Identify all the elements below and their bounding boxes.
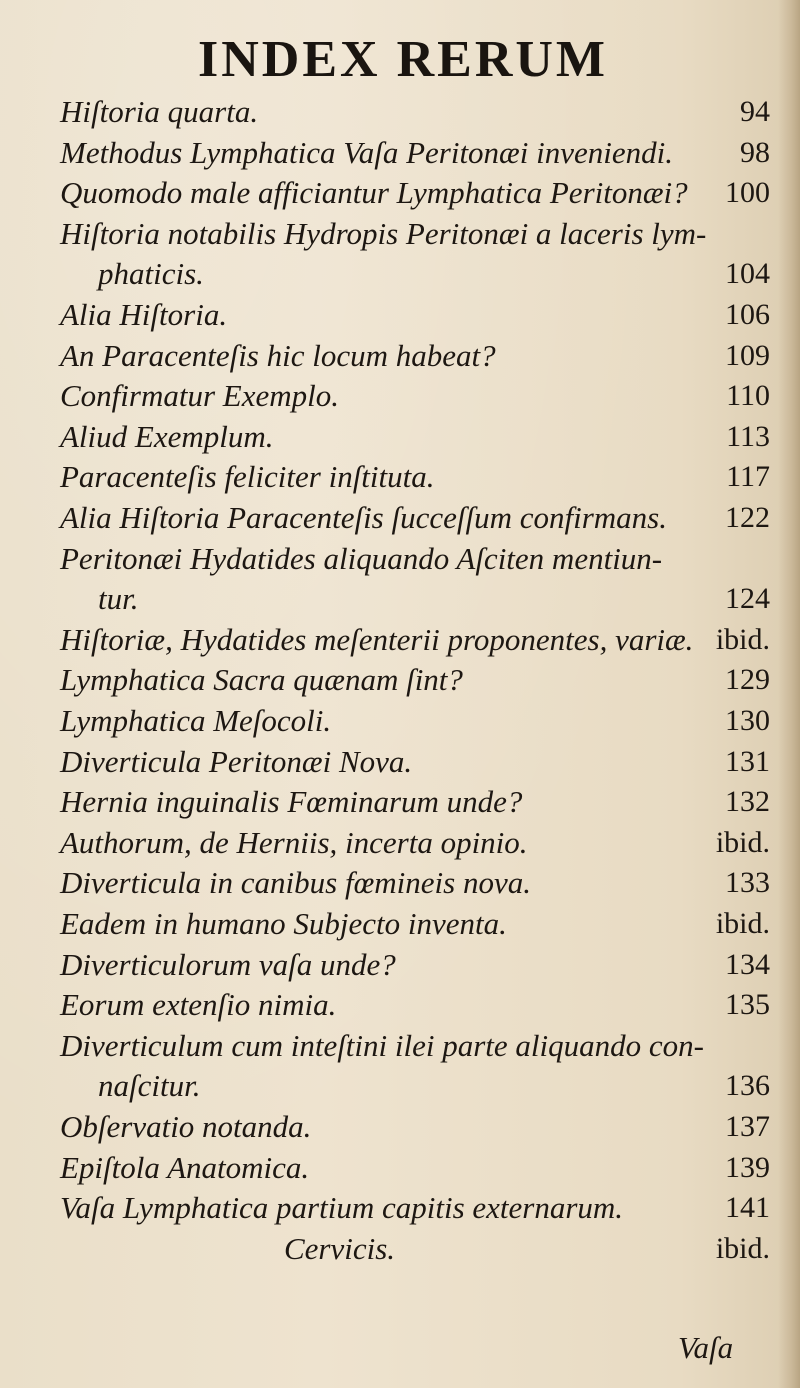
index-entry	[0, 417, 800, 461]
index-entry	[0, 539, 800, 583]
index-entry	[0, 1107, 800, 1151]
index-entry	[0, 498, 800, 542]
index-entry	[0, 1229, 800, 1273]
index-entry-page: ibid.	[715, 622, 770, 656]
index-entry	[0, 295, 800, 339]
index-entry-text: Hiſtoriæ, Hydatides meſenterii proponentes, variæ.	[60, 621, 694, 657]
index-entry-text: Peritonæi Hydatides aliquando Aſciten mentiun-	[60, 540, 663, 576]
index-entry-text: Diverticulorum vaſa unde?	[60, 946, 396, 982]
index-entry	[0, 985, 800, 1029]
index-entry-text: Eorum extenſio nimia.	[60, 987, 337, 1023]
index-entry-page: 94	[740, 95, 770, 128]
index-entry-page: 117	[726, 460, 770, 494]
index-entry-page: 131	[725, 744, 770, 778]
index-entry	[0, 823, 800, 867]
index-entry	[0, 173, 800, 217]
index-entry	[0, 620, 800, 664]
index-entry-text: Alia Hiſtoria Paracenteſis ſucceſſum confirmans.	[60, 500, 667, 535]
index-entry-text: Confirmatur Exemplo.	[60, 378, 339, 414]
index-entry-page: 132	[725, 785, 770, 819]
index-entry-page: 104	[725, 257, 770, 291]
index-entry-page: 98	[740, 135, 770, 169]
index-entry-text: Diverticulum cum inteſtini ilei parte aliquando con-	[60, 1027, 704, 1063]
index-entry-text: Diverticula in canibus fœmineis nova.	[60, 865, 531, 901]
index-entry	[0, 904, 800, 948]
index-entry-text: Hiſtoria notabilis Hydropis Peritonæi a laceris lym-	[60, 215, 707, 251]
index-entry-text: Vaſa Lymphatica partium capitis externarum.	[60, 1190, 624, 1226]
index-entry-page: 122	[725, 501, 770, 534]
index-entry	[0, 579, 800, 623]
index-entry	[0, 742, 800, 786]
index-entry	[0, 254, 800, 298]
index-entry-text: Eadem in humano Subjecto inventa.	[60, 906, 507, 941]
index-entry	[0, 945, 800, 989]
index-entry-page: 134	[725, 947, 770, 981]
index-entry-text: An Paracenteſis hic locum habeat?	[60, 337, 496, 373]
index-entry-text: tur.	[98, 581, 139, 617]
index-entry-text: Methodus Lymphatica Vaſa Peritonæi inveniendi.	[60, 134, 673, 170]
index-entry-page: 100	[725, 176, 770, 210]
index-entry	[0, 133, 800, 177]
index-entry-text: Authorum, de Herniis, incerta opinio.	[60, 824, 528, 860]
index-entry-page: 130	[725, 704, 770, 737]
index-entry-page: 141	[725, 1191, 770, 1225]
index-entry-page: 124	[725, 582, 770, 616]
index-entry-page: 129	[725, 663, 770, 697]
index-entry	[0, 376, 800, 420]
index-entry-text: Lymphatica Meſocoli.	[60, 703, 332, 738]
index-entry-page: 113	[726, 419, 770, 453]
index-entry-page: 136	[725, 1069, 770, 1103]
index-entry-text: Hernia inguinalis Fœminarum unde?	[60, 784, 523, 820]
index-entry-text: Obſervatio notanda.	[60, 1109, 312, 1144]
index-entry-text: Quomodo male afficiantur Lymphatica Peritonæi?	[60, 175, 688, 211]
index-entry-text: Paracenteſis feliciter inſtituta.	[60, 459, 435, 495]
catchword: Vaſa	[678, 1330, 734, 1365]
index-entry-page: 110	[726, 379, 770, 413]
index-entry-page: 137	[725, 1110, 770, 1143]
index-entry	[0, 214, 800, 258]
index-entry-text: Alia Hiſtoria.	[60, 297, 228, 332]
index-entry	[0, 457, 800, 501]
index-entry	[0, 701, 800, 745]
index-entry	[0, 1148, 800, 1192]
index-entry	[0, 336, 800, 380]
index-entry-page: 106	[725, 298, 770, 331]
index-entry-text: Epiſtola Anatomica.	[60, 1149, 310, 1185]
index-entry	[0, 92, 800, 136]
index-entry-page: ibid.	[715, 1231, 770, 1265]
index-entry-page: ibid.	[715, 825, 770, 859]
index-entry-text: Cervicis.	[284, 1230, 396, 1266]
index-entry-page: 133	[725, 866, 770, 900]
page-title: INDEX RERUM	[198, 31, 608, 88]
index-entry-text: Lymphatica Sacra quænam ſint?	[60, 662, 463, 698]
index-entry	[0, 1188, 800, 1232]
index-entry-page: 139	[725, 1150, 770, 1184]
index-entry	[0, 660, 800, 704]
index-entry-text: Hiſtoria quarta.	[60, 94, 259, 129]
index-entry-page: ibid.	[715, 907, 770, 940]
index-entry	[0, 1026, 800, 1070]
index-entry-page: 135	[725, 988, 770, 1022]
index-entry-text: naſcitur.	[98, 1068, 201, 1104]
index-entry	[0, 782, 800, 826]
index-entry-page: 109	[725, 338, 770, 372]
index-entry-text: Aliud Exemplum.	[60, 418, 274, 454]
index-entry-text: Diverticula Peritonæi Nova.	[60, 743, 413, 779]
index-entry	[0, 863, 800, 907]
index-entry	[0, 1066, 800, 1110]
index-entry-text: phaticis.	[98, 256, 204, 292]
